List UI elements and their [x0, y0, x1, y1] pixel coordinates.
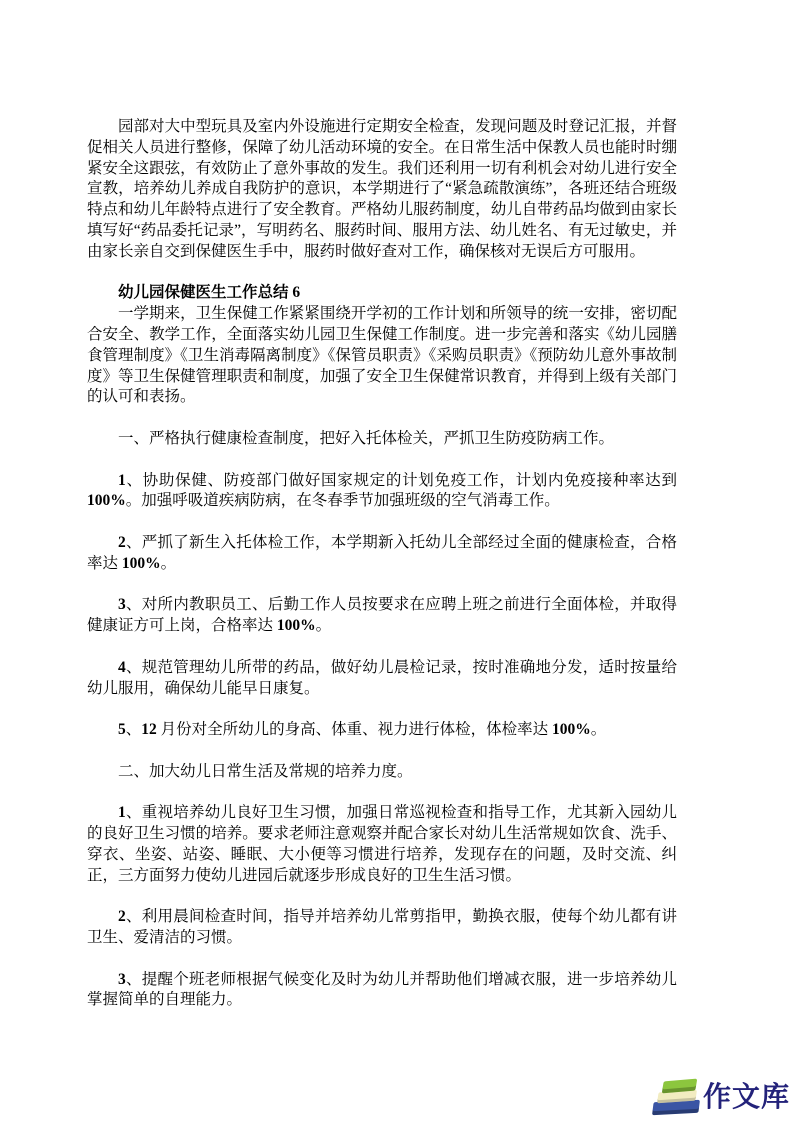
numeral: 3	[118, 970, 126, 988]
paragraph: 一、严格执行健康检查制度，把好入托体检关，严抓卫生防疫防病工作。	[118, 429, 615, 447]
paragraph: 1、协助保健、防疫部门做好国家规定的计划免疫工作，计划内免疫接种率达到 100%。加强呼吸道疾病防病，在冬春季节加强班级的空气消毒工作。	[87, 471, 677, 510]
numeral: 1	[118, 471, 126, 489]
document-content	[87, 117, 677, 1011]
paragraph: 2、严抓了新生入托体检工作，本学期新入托幼儿全部经过全面的健康检查，合格率达 100%。	[87, 533, 677, 572]
book-stack-icon	[653, 1077, 701, 1117]
paragraph: 3、提醒个班老师根据气候变化及时为幼儿并帮助他们增减衣服，进一步培养幼儿掌握简单的自理能力。	[87, 970, 677, 1009]
numeral: 6	[292, 284, 301, 302]
paragraph: 园部对大中型玩具及室内外设施进行定期安全检查，发现问题及时登记汇报，并督促相关人员进行整修，保障了幼儿活动环境的安全。在日常生活中保教人员也能时时绷紧安全这跟弦，有效防止了意外事故的发生。我们还利用一切有利机会对幼儿进行安全宣教，培养幼儿养成自我防护的意识，本学期进行了“紧急疏散演练”，各班还结合班级特点和幼儿年龄特点进行了安全教育。严格幼儿服药制度，幼儿自带药品均做到由家长填写好“药品委托记录”，写明药名、服药时间、服用方法、幼儿姓名、有无过敏史，并由家长亲自交到保健医生手中，服药时做好查对工作，确保核对无误后方可服用。	[87, 118, 677, 260]
site-watermark[interactable]	[653, 1077, 790, 1117]
paragraph: 3、对所内教职员工、后勤工作人员按要求在应聘上班之前进行全面体检，并取得健康证方可上岗，合格率达 100%。	[87, 596, 677, 635]
numeral: 12	[141, 721, 157, 739]
paragraph: 4、规范管理幼儿所带的药品，做好幼儿晨检记录，按时准确地分发，适时按量给幼儿服用，确保幼儿能早日康复。	[87, 658, 677, 697]
paragraph: 2、利用晨间检查时间，指导并培养幼儿常剪指甲，勤换衣服，使每个幼儿都有讲卫生、爱清洁的习惯。	[87, 908, 677, 947]
paragraph: 一学期来，卫生保健工作紧紧围绕开学初的工作计划和所领导的统一安排，密切配合安全、教学工作，全面落实幼儿园卫生保健工作制度。进一步完善和落实《幼儿园膳食管理制度》《卫生消毒隔离制度》《保管员职责》《采购员职责》《预防幼儿意外事故制度》等卫生保健管理职责和制度，加强了安全卫生保健常识教育，并得到上级有关部门的认可和表扬。	[87, 305, 677, 406]
numeral: 5	[118, 721, 126, 739]
numeral: 2	[118, 533, 126, 551]
numeral: 1	[118, 804, 126, 822]
numeral: 100%	[276, 617, 316, 635]
numeral: 100%	[87, 492, 126, 510]
site-name: 作文库	[702, 1081, 790, 1112]
numeral: 4	[118, 658, 126, 676]
numeral: 100%	[121, 554, 161, 572]
paragraph: 1、重视培养幼儿良好卫生习惯，加强日常巡视检查和指导工作，尤其新入园幼儿的良好卫生习惯的培养。要求老师注意观察并配合家长对幼儿生活常规如饮食、洗手、穿衣、坐姿、站姿、睡眠、大小便等习惯进行培养，发现存在的问题，及时交流、纠正，三方面努力使幼儿进园后就逐步形成良好的卫生生活习惯。	[87, 804, 677, 884]
numeral: 2	[118, 908, 126, 926]
paragraph: 二、加大幼儿日常生活及常规的培养力度。	[118, 762, 413, 780]
numeral: 3	[118, 596, 126, 614]
numeral: 100%	[552, 721, 591, 739]
section-heading: 幼儿园保健医生工作总结 6	[118, 284, 301, 302]
paragraph: 5、12 月份对全所幼儿的身高、体重、视力进行体检，体检率达 100%。	[118, 721, 607, 739]
